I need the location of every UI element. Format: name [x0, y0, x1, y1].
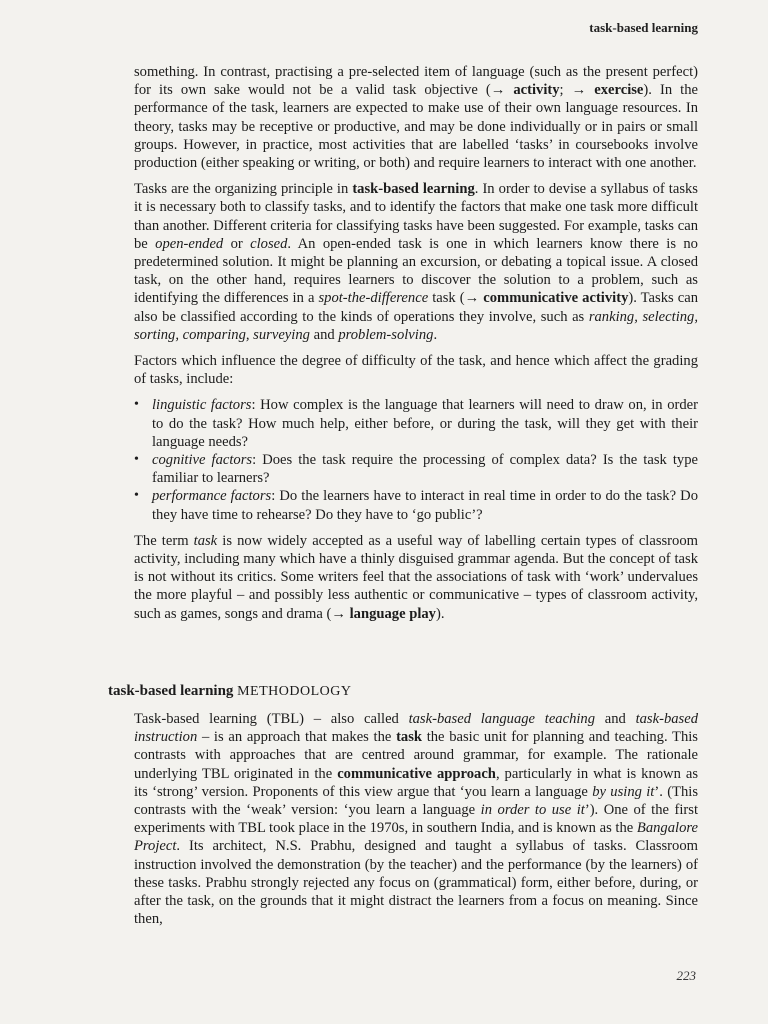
bold-term: task [396, 729, 423, 746]
text-run: . [433, 326, 438, 343]
page-number: 223 [676, 968, 696, 983]
paragraph-task-objective [134, 63, 698, 172]
running-head: task-based learning [589, 20, 698, 35]
text-run: ; [559, 82, 572, 99]
italic-term: spot-the-difference [318, 290, 429, 307]
text-run: . Its architect, N.S. Prabhu, designed and taught a syllabus of tasks. Classroom instruction involved the demonstration (by the teacher) and the performance (by the learners) of these tasks. Prabhu strongly rejected any focus on (grammatical) form, either before, during, or after the task, on the grounds that it might distract the learners from a focus on meaning. Since then, [134, 838, 698, 928]
italic-term: open-ended [155, 235, 224, 252]
factor-text: : How complex is the language that learners will need to draw on, in order to do the task? How much help, either before, or during the task, will they get with their language needs? [152, 397, 698, 450]
cross-reference-communicative-activity: → communicative activity [464, 290, 629, 307]
text-run: ). Tasks can also be classified according to the kinds of operations they involve, such as [134, 290, 698, 325]
text-run: Task-based learning (TBL) – also called [134, 711, 409, 727]
italic-term: closed [250, 235, 288, 252]
italic-term: Bangalore Project [134, 820, 698, 855]
text-run: ). [435, 605, 445, 622]
text-run: task ( [428, 290, 465, 307]
factor-list [134, 396, 698, 523]
italic-term: by using it [592, 783, 655, 800]
factor-text: : Does the task require the processing of complex data? Is the task type familiar to learners? [152, 452, 698, 487]
factor-term: performance factors [152, 488, 272, 505]
text-run: Tasks are the organizing principle in [134, 181, 353, 198]
entry-body [134, 710, 698, 936]
text-run: something. In contrast, practising a pre-selected item of language (such as the present perfect) for its own sake would not be a valid task objective ( [134, 64, 698, 99]
cross-reference-exercise: → exercise [571, 82, 644, 99]
paragraph-difficulty-factors: Factors which influence the degree of difficulty of the task, and hence which affect the grading of tasks, include: [134, 353, 698, 388]
list-item [134, 487, 698, 523]
italic-term: in order to use it [480, 802, 585, 819]
entry-heading [108, 683, 708, 700]
list-item [134, 451, 698, 487]
text-run: . An open-ended task is one in which learners know there is no predetermined solution. It might be planning an excursion, or debating a topical issue. A closed task, on the other hand, requires learners to discover the solution to a problem, such as identifying the differences in a [134, 235, 698, 307]
italic-term: task-based language teaching [408, 711, 596, 727]
italic-term: task-based instruction [134, 711, 698, 746]
entry-headword: task-based learning [108, 683, 234, 699]
text-run: ’. (This contrasts with the ‘weak’ version: ‘you learn a language [134, 783, 699, 819]
text-run: ). In the performance of the task, learners are expected to make use of their own language resources. In theory, tasks may be receptive or productive, and may be done individually or in pairs or small groups. However, in practice, most activities that are labelled ‘tasks’ in coursebooks involve production (either speaking or writing, or both) and require learners to interact with one another. [134, 82, 698, 172]
cross-reference-activity: → activity [490, 82, 560, 99]
cross-reference-language-play: → language play [331, 605, 436, 622]
entry-category: METHODOLOGY [237, 684, 352, 699]
factor-term: cognitive factors [152, 452, 253, 469]
text-run: is now widely accepted as a useful way of labelling certain types of classroom activity, including many which have a thinly disguised grammar agenda. But the concept of task is not without its critics. Some writers feel that the associations of task with ‘work’ undervalues the more playful – and possibly less authentic or communicative – types of classroom activity, such as games, songs and drama ( [134, 532, 698, 622]
paragraph-term-task [134, 532, 698, 623]
text-run: The term [134, 532, 194, 549]
paragraph-organizing-principle [134, 180, 698, 344]
text-run: or [223, 235, 251, 252]
text-run: the basic unit for planning and teaching. This contrasts with approaches that are centred around grammar, for example. The rationale underlying TBL originated in the [134, 729, 698, 782]
entry-continuation [134, 63, 698, 631]
italic-term: problem-solving [338, 326, 434, 343]
paragraph-tbl-definition [134, 710, 698, 928]
text-run: – is an approach that makes the [197, 729, 397, 746]
text-run: , particularly in what is known as its ‘strong’ version. Proponents of this view argue that ‘you learn a language [134, 765, 699, 800]
text-run: ’). One of the first experiments with TBL took place in the 1970s, in southern India, and is known as the [134, 802, 699, 837]
text-run: and [595, 711, 636, 727]
italic-term: task [193, 532, 218, 549]
bold-term: task-based learning [352, 181, 475, 198]
list-item [134, 396, 698, 451]
bold-term: communicative approach [337, 765, 496, 782]
factor-term: linguistic factors [152, 397, 252, 414]
italic-term: ranking, selecting, sorting, comparing, surveying [134, 308, 698, 343]
factor-text: : Do the learners have to interact in real time in order to do the task? Do they have time to rehearse? Do they have to ‘go public’? [152, 488, 699, 523]
text-run: . In order to devise a syllabus of tasks it is necessary both to classify tasks, and to identify the factors that make one task more difficult than another. Different criteria for classifying tasks have been suggested. For example, tasks can be [134, 181, 698, 252]
text-run: and [309, 326, 339, 343]
